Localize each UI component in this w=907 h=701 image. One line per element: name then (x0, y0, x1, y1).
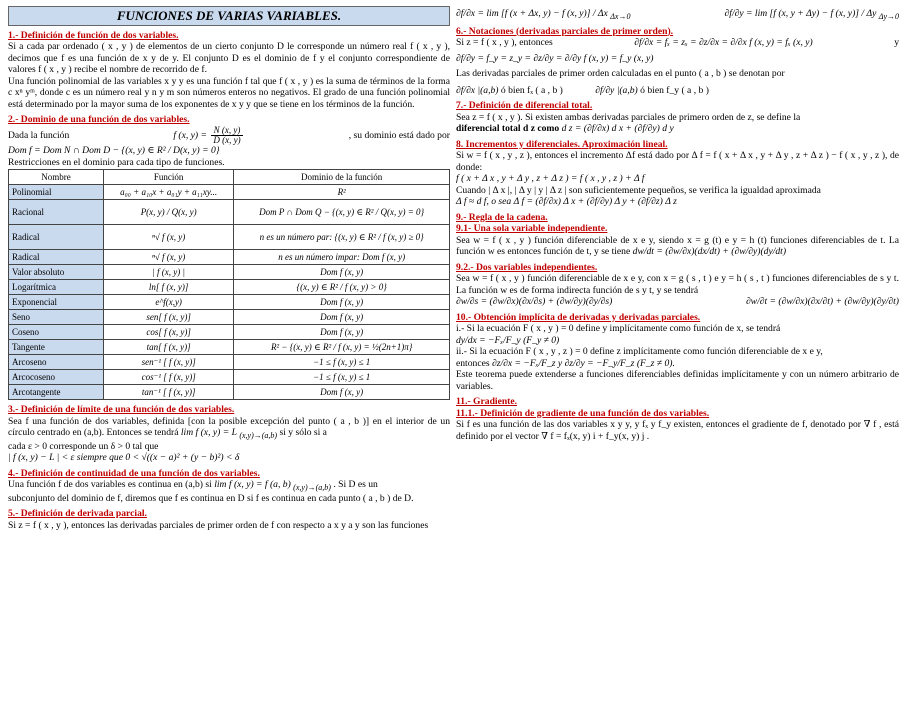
section-8-paragraph-1: Si w = f ( x , y , z ), entonces el incremento Δf está dado por Δ f = f ( x + Δ x , y + Δ y , z + Δ z ) − f ( x , y , z ), de donde: (456, 150, 899, 173)
domain-formula (173, 126, 244, 146)
table-cell-name: Logarítmica (9, 280, 104, 295)
table-cell-name: Polinomial (9, 185, 104, 200)
table-cell-domain: Dom f (x, y) (234, 295, 450, 310)
section-4-heading: 4.- Definición de continuidad de una función de dos variables. (8, 467, 260, 479)
table-row (9, 325, 450, 340)
section-10-paragraph-3 (456, 358, 899, 370)
section-1-heading: 1.- Definición de función de dos variables. (8, 29, 179, 41)
table-cell-domain: Dom f (x, y) (234, 310, 450, 325)
section-2-intro-b: , su dominio está dado por (348, 129, 450, 141)
table-row (9, 340, 450, 355)
section-4-paragraph-1 (8, 479, 450, 493)
section-6-evaluated (456, 85, 899, 97)
section-7-paragraph-2 (456, 123, 899, 135)
domain-table (8, 169, 450, 400)
implicit-derivative: dy/dx = −Fₓ/F_y (F_y ≠ 0) (456, 334, 560, 346)
table-cell-domain: n es un número par: {(x, y) ∈ R² / f (x, y) ≥ 0} (234, 225, 450, 250)
section-2-heading: 2.- Dominio de una función de dos variables. (8, 114, 190, 126)
chain-rule-single: dw/dt = (∂w/∂x)(dx/dt) + (∂w/∂y)(dy/dt) (632, 246, 787, 257)
table-cell-name: Radical (9, 225, 104, 250)
table-cell-domain: Dom f (x, y) (234, 325, 450, 340)
section-3-text-b: si y sólo si a (279, 427, 327, 439)
limit-formula: lim f (x, y) = L (180, 427, 237, 439)
section-6-text-c: y (894, 37, 899, 48)
section-11-heading: 11.- Gradiente. (456, 396, 518, 407)
section-4-text-b: . Si D es un (333, 479, 378, 491)
section-4-paragraph-2: subconjunto del dominio de f, diremos que f es continua en D si f es continua en cada punto ( a , b ) de D. (8, 492, 414, 504)
table-row (9, 185, 450, 200)
table-cell-function: ⁿ√ f (x, y) (104, 250, 234, 265)
evaluated-x: ∂f/∂x |(a,b) (456, 84, 499, 96)
limit-subscript: (x,y)→(a,b) (239, 431, 278, 441)
section-10-paragraph-4: Este teorema puede extenderse a funciones diferenciables definidas implícitamente y con un número arbitrario de variables. (456, 369, 899, 392)
table-cell-function: tan⁻¹ [ f (x, y)] (104, 385, 234, 400)
partial-x-rhs: = lim [f (x + Δx, y) − f (x, y)] / Δx (477, 8, 608, 19)
table-row (9, 280, 450, 295)
section-8-paragraph-4 (456, 196, 899, 208)
table-cell-function: tan[ f (x, y)] (104, 340, 234, 355)
table-cell-name: Arcocoseno (9, 370, 104, 385)
table-cell-function: ⁿ√ f (x, y) (104, 225, 234, 250)
continuity-formula: lim f (x, y) = f (a, b) (214, 479, 291, 491)
partial-x-sub: Δx→0 (610, 11, 631, 21)
domain-numerator: N (x, y) (211, 126, 242, 136)
table-header-domain: Dominio de la función (234, 170, 450, 185)
table-cell-name: Valor absoluto (9, 265, 104, 280)
domain-definition: Dom f = Dom N ∩ Dom D − {(x, y) ∈ R² / D(x, y) = 0} (8, 145, 220, 157)
table-row (9, 200, 450, 225)
table-cell-function: e^f(x,y) (104, 295, 234, 310)
table-row (9, 310, 450, 325)
domain-formula-lhs: f (x, y) = (173, 129, 207, 141)
section-10-heading: 10.- Obtención implícita de derivadas y derivadas parciales. (456, 311, 701, 323)
table-cell-domain: R² (234, 185, 450, 200)
restrictions-caption: Restricciones en el dominio para cada tipo de funciones. (8, 156, 225, 168)
section-5-heading: 5.- Definición de derivada parcial. (8, 508, 147, 520)
section-2-intro (8, 126, 450, 146)
table-row (9, 265, 450, 280)
partial-derivative-definitions (456, 8, 899, 22)
section-9-heading: 9.- Regla de la cadena. (456, 211, 548, 223)
table-cell-name: Racional (9, 200, 104, 225)
page-title: FUNCIONES DE VARIAS VARIABLES. (8, 6, 450, 26)
partial-y-definition (725, 8, 899, 22)
table-row (9, 225, 450, 250)
notation-x: ∂f/∂x = fₓ = zₓ = ∂z/∂x = ∂/∂x f (x, y) = fₓ (x, y) (634, 37, 813, 48)
approximation-formula: Δ f = (∂f/∂x) Δ x + (∂f/∂y) Δ y + (∂f/∂z) Δ z (513, 196, 677, 207)
table-cell-domain: Dom f (x, y) (234, 385, 450, 400)
table-row (9, 250, 450, 265)
table-header-function: Función (104, 170, 234, 185)
partial-x-definition (456, 8, 630, 22)
evaluated-y-alt: ó bien f_y ( a , b ) (640, 84, 709, 96)
table-cell-name: Tangente (9, 340, 104, 355)
table-row (9, 355, 450, 370)
total-differential: d z = (∂f/∂x) d x + (∂f/∂y) d y (561, 123, 674, 134)
section-1-paragraph-1: Si a cada par ordenado ( x , y ) de elementos de un cierto conjunto D le corresponde un número real f ( x , y ), decimos que f es una función de x y de y. El conjunto D es el dominio de f y el conjunto correspondiente de valores f ( x , y ) recibe el nombre de recorrido de f. (8, 41, 450, 76)
table-row (9, 370, 450, 385)
table-cell-function: cos[ f (x, y)] (104, 325, 234, 340)
section-7-heading: 7.- Definición de diferencial total. (456, 100, 593, 111)
continuity-subscript: (x,y)→(a,b) (293, 483, 331, 493)
section-7-text: diferencial total d z como (456, 123, 560, 134)
section-2-intro-a: Dada la función (8, 129, 70, 141)
evaluated-x-alt: ó bien fₓ ( a , b ) (500, 84, 563, 96)
table-cell-name: Seno (9, 310, 104, 325)
section-8-heading: 8. Incrementos y diferenciales. Aproximación lineal. (456, 138, 668, 150)
section-10-paragraph-2: ii.- Si la ecuación F ( x , y , z ) = 0 define z implícitamente como función diferenciable de x e y, (456, 346, 823, 357)
section-3-heading: 3.- Definición de límite de una función de dos variables. (8, 404, 235, 416)
partial-y-sub: Δy→0 (878, 11, 899, 21)
section-11-paragraph-1: Si f es una función de las dos variables x y y, y fₓ y f_y existen, entonces el gradiente de f, denotado por ∇ f , está definido por el vector ∇ f = fₓ(x, y) i + f_y(x, y) j . (456, 419, 899, 442)
section-9-1-paragraph (456, 235, 899, 258)
table-cell-domain: Dom f (x, y) (234, 265, 450, 280)
epsilon-delta-condition: | f (x, y) − L | < ε siempre que 0 < √((x − a)² + (y − b)²) < δ (8, 452, 240, 464)
chain-rule-s: ∂w/∂s = (∂w/∂x)(∂x/∂s) + (∂w/∂y)(∂y/∂s) (456, 296, 613, 307)
domain-table-header (9, 170, 450, 185)
section-5-paragraph-1: Si z = f ( x , y ), entonces las derivadas parciales de primer orden de f con respecto a x y a y son las funciones (8, 519, 429, 531)
section-9-2-heading: 9.2.- Dos variables independientes. (456, 261, 598, 273)
section-9-1-text: Sea w = f ( x , y ) función diferenciable de x e y, siendo x = g (t) e y = h (t) funciones diferenciables de t. La función w es entonces función de t, y se tiene (456, 234, 899, 257)
section-3-paragraph-1 (8, 416, 450, 441)
table-header-name: Nombre (9, 170, 104, 185)
table-cell-domain: −1 ≤ f (x, y) ≤ 1 (234, 355, 450, 370)
section-3-text: Sea f una función de dos variables, definida [con la posible excepción del punto ( a , b )] en el interior de un círculo centrado en (a,b). Entonces se tendrá (8, 415, 450, 439)
domain-denominator: D (x, y) (213, 135, 241, 146)
table-cell-name: Radical (9, 250, 104, 265)
table-cell-domain: {(x, y) ∈ R² / f (x, y) > 0} (234, 280, 450, 295)
notation-y: ∂f/∂y = f_y = z_y = ∂z/∂y = ∂/∂y f (x, y) = f_y (x, y) (456, 52, 654, 64)
implicit-partials: ∂z/∂x = −Fₓ/F_z y ∂z/∂y = −F_y/F_z (F_z ≠ 0). (491, 357, 675, 369)
table-row (9, 385, 450, 400)
table-row (9, 295, 450, 310)
right-column (456, 4, 899, 442)
section-8-paragraph-2: f ( x + Δ x , y + Δ y , z + Δ z ) = f ( x , y , z ) + Δ f (456, 173, 645, 184)
section-10-text: entonces (456, 357, 490, 369)
table-cell-function: P(x, y) / Q(x, y) (104, 200, 234, 225)
table-cell-function: sen[ f (x, y)] (104, 310, 234, 325)
domain-fraction (211, 126, 242, 146)
table-cell-function: cos⁻¹ [ f (x, y)] (104, 370, 234, 385)
evaluated-y: ∂f/∂y |(a,b) (595, 84, 638, 96)
table-cell-name: Arcotangente (9, 385, 104, 400)
section-6-text-a: Si z = f ( x , y ), entonces (456, 37, 553, 48)
section-11-1-heading: 11.1.- Definición de gradiente de una función de dos variables. (456, 407, 710, 419)
table-cell-function: | f (x, y) | (104, 265, 234, 280)
table-cell-function: a₀₀ + a₁₀x + a₀₁y + a₁₁xy... (104, 185, 234, 200)
section-8-paragraph-3: Cuando | Δ x |, | Δ y | y | Δ z | son suficientemente pequeños, se verifica la igualdad aproximada (456, 184, 821, 196)
table-cell-domain: −1 ≤ f (x, y) ≤ 1 (234, 370, 450, 385)
approximation-text: Δ f ≈ d f, o sea (456, 196, 512, 207)
section-3-paragraph-2: cada ε > 0 corresponde un δ > 0 tal que (8, 440, 159, 452)
section-9-1-heading: 9.1- Una sola variable independiente. (456, 223, 608, 234)
partial-y-lhs: ∂f/∂y (724, 8, 744, 19)
chain-rule-t: ∂w/∂t = (∂w/∂x)(∂x/∂t) + (∂w/∂y)(∂y/∂t) (745, 296, 899, 307)
table-cell-domain: Dom P ∩ Dom Q − {(x, y) ∈ R² / Q(x, y) = 0} (234, 200, 450, 225)
partial-y-rhs: = lim [f (x, y + Δy) − f (x, y)] / Δy (746, 8, 877, 19)
section-7-paragraph-1: Sea z = f ( x , y ). Si existen ambas derivadas parciales de primero orden de z, se define la (456, 111, 801, 123)
section-1-paragraph-2: Una función polinomial de las variables x y y es una función f tal que f ( x , y ) es la suma de términos de la forma c xⁿ yᵐ, donde c es un número real y n y m son números enteros no negativos. El grado de una función polinomial está determinado por la mayor suma de los exponentes de x y y que se tiene en los términos de la función. (8, 75, 450, 110)
section-9-2-paragraph: Sea w = f ( x , y ) función diferenciable de x e y, con x = g ( s , t ) e y = h ( s , t ) funciones diferenciables de s y t. La función w es de forma indirecta función de s y t, y se tendrá (456, 273, 899, 296)
table-cell-name: Coseno (9, 325, 104, 340)
section-4-text: Una función f de dos variables es continua en (a,b) si (8, 479, 212, 491)
section-6-heading: 6.- Notaciones (derivadas parciales de primer orden). (456, 25, 674, 37)
table-cell-function: ln[ f (x, y)] (104, 280, 234, 295)
chain-rule-two-vars (456, 296, 899, 308)
table-cell-function: sen⁻¹ [ f (x, y)] (104, 355, 234, 370)
partial-x-lhs: ∂f/∂x (456, 8, 476, 19)
left-column (8, 4, 450, 531)
table-cell-domain: n es un número impar: Dom f (x, y) (234, 250, 450, 265)
table-cell-name: Arcoseno (9, 355, 104, 370)
section-6-line-1 (456, 37, 899, 49)
table-cell-name: Exponencial (9, 295, 104, 310)
section-10-paragraph-1: i.- Si la ecuación F ( x , y ) = 0 define y implícitamente como función de x, se tendrá (456, 323, 781, 334)
table-cell-domain: R² − {(x, y) ∈ R² / f (x, y) = ½(2n+1)π} (234, 340, 450, 355)
section-6-paragraph-3: Las derivadas parciales de primer orden calculadas en el punto ( a , b ) se denotan por (456, 68, 785, 79)
